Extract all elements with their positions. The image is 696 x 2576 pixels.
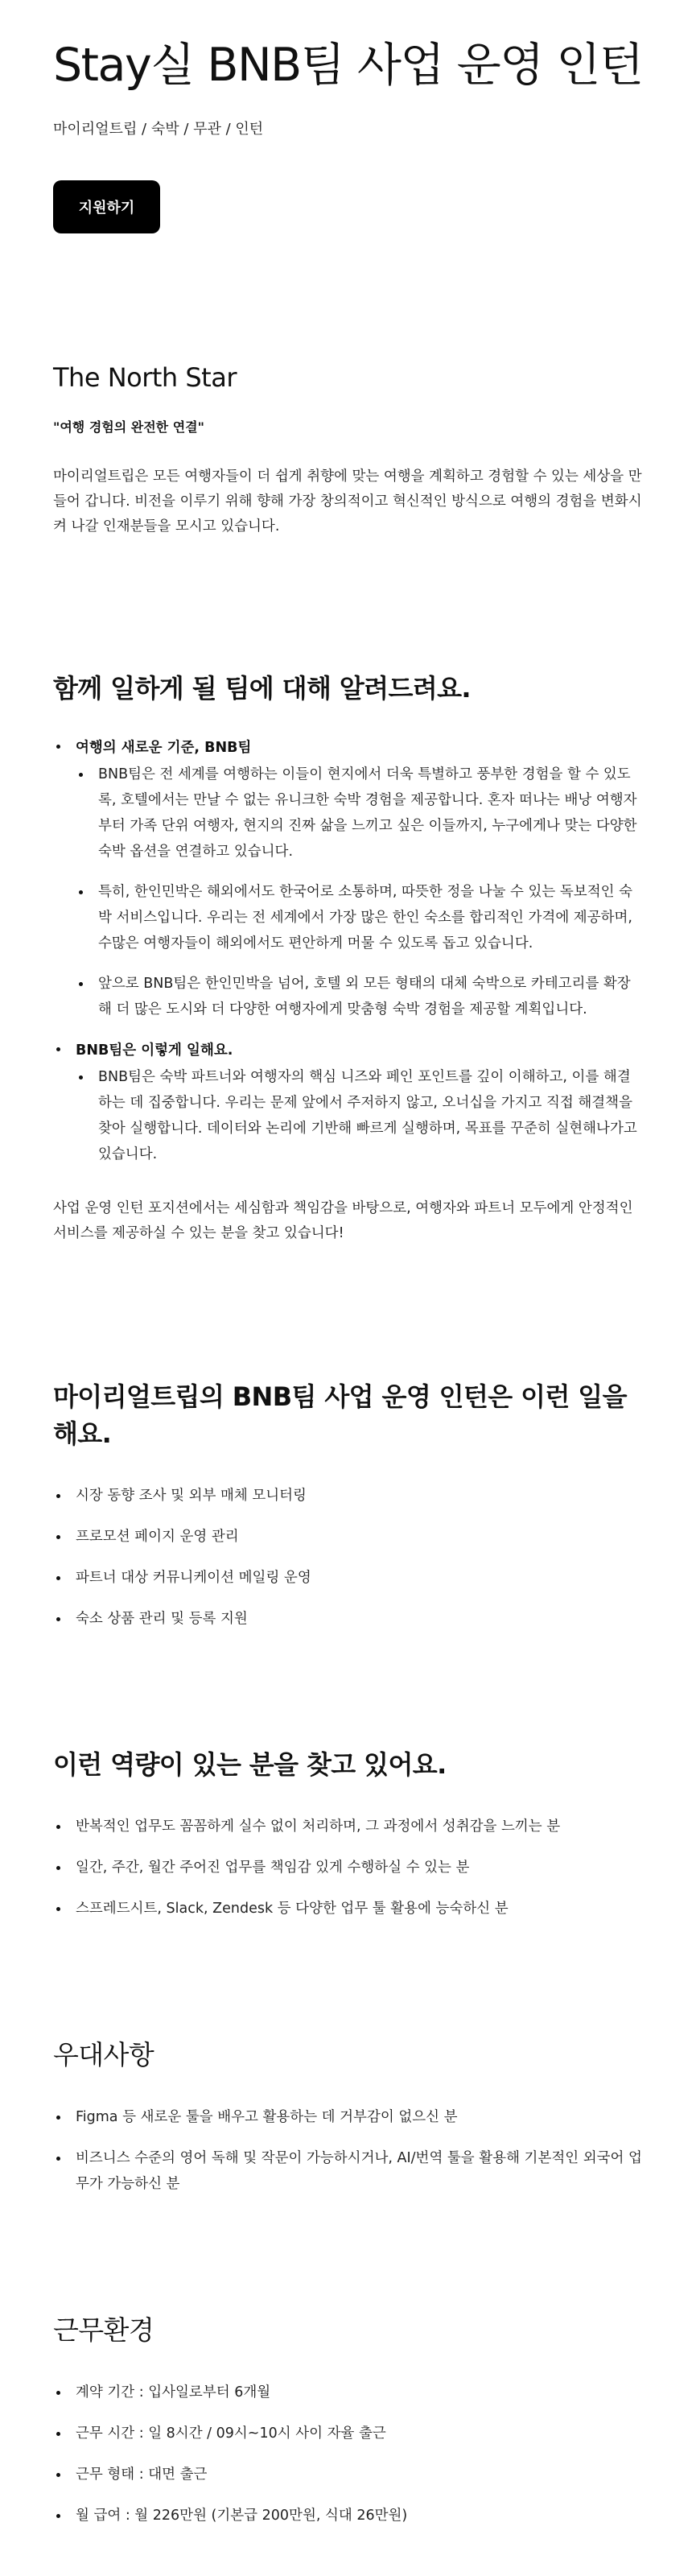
preferred-section-title: 우대사항 bbox=[53, 2039, 154, 2070]
team-group-item: BNB팀은 숙박 파트너와 여행자의 핵심 니즈와 페인 포인트를 깊이 이해하고, 이를 해결하는 데 집중합니다. 우리는 문제 앞에서 주저하지 않고, 오너십을 가지고 직접 해결책을 찾아 실행합니다. 데이터와 논리에 기반해 빠르게 실행하며, 목표를 꾸준히 실현해나가고 있습니다. bbox=[76, 1064, 643, 1167]
team-group-heading: 여행의 새로운 기준, BNB팀 bbox=[76, 740, 252, 756]
team-group-item: 앞으로 BNB팀은 한인민박을 넘어, 호텔 외 모든 형태의 대체 숙박으로 카테고리를 확장해 더 많은 도시와 더 다양한 여행자에게 맞춤형 숙박 경험을 제공할 계획입니다. bbox=[76, 971, 643, 1022]
list-item: 월 급여 : 월 226만원 (기본급 200만원, 식대 26만원) bbox=[53, 2503, 643, 2529]
list-item: 시장 동향 조사 및 외부 매체 모니터링 bbox=[53, 1483, 643, 1509]
duties-list bbox=[53, 1483, 643, 1632]
environment-list bbox=[53, 2380, 643, 2529]
job-meta-breadcrumb: 마이리얼트립 / 숙박 / 무관 / 인턴 bbox=[53, 121, 264, 138]
list-item: 숙소 상품 관리 및 등록 지원 bbox=[53, 1606, 643, 1632]
north-star-subtitle: "여행 경험의 완전한 연결" bbox=[53, 419, 204, 435]
north-star-paragraph: 마이리얼트립은 모든 여행자들이 더 쉽게 취향에 맞는 여행을 계획하고 경험할 수 있는 세상을 만들어 갑니다. 비전을 이루기 위해 향해 가장 창의적이고 혁신적인 방식으로 여행의 경험을 변화시켜 나갈 인재분들을 모시고 있습니다. bbox=[53, 469, 642, 535]
team-list bbox=[53, 736, 643, 1167]
team-group bbox=[53, 736, 643, 1022]
list-item: 스프레드시트, Slack, Zendesk 등 다양한 업무 툴 활용에 능숙하신 분 bbox=[53, 1896, 643, 1922]
environment-section-title: 근무환경 bbox=[53, 2314, 154, 2346]
duties-section-title: 마이리얼트립의 BNB팀 사업 운영 인턴은 이런 일을 해요. bbox=[53, 1381, 627, 1449]
list-item: 프로모션 페이지 운영 관리 bbox=[53, 1524, 643, 1550]
north-star-title: The North Star bbox=[53, 362, 237, 393]
team-group-items bbox=[76, 1064, 643, 1167]
team-section-title: 함께 일하게 될 팀에 대해 알려드려요. bbox=[53, 673, 471, 704]
qualifications-list bbox=[53, 1814, 643, 1922]
list-item: 계약 기간 : 입사일로부터 6개월 bbox=[53, 2380, 643, 2405]
list-item: 일간, 주간, 월간 주어진 업무를 책임감 있게 수행하실 수 있는 분 bbox=[53, 1855, 643, 1880]
qualifications-section bbox=[53, 1744, 643, 1922]
environment-section bbox=[53, 2310, 643, 2529]
preferred-list bbox=[53, 2104, 643, 2197]
qualifications-section-title: 이런 역량이 있는 분을 찾고 있어요. bbox=[53, 1749, 447, 1780]
list-item: 근무 시간 : 일 8시간 / 09시~10시 사이 자율 출근 bbox=[53, 2421, 643, 2446]
team-section bbox=[53, 668, 643, 1246]
job-title: Stay실 BNB팀 사업 운영 인턴 bbox=[53, 39, 643, 92]
team-group-heading: BNB팀은 이렇게 일해요. bbox=[76, 1042, 233, 1059]
list-item: 근무 형태 : 대면 출근 bbox=[53, 2462, 643, 2487]
team-group-item: BNB팀은 전 세계를 여행하는 이들이 현지에서 더욱 특별하고 풍부한 경험을 할 수 있도록, 호텔에서는 만날 수 없는 유니크한 숙박 경험을 제공합니다. 혼자 떠나는 배낭 여행자부터 가족 단위 여행자, 현지의 진짜 삶을 느끼고 싶은 이들까지, 누구에게나 맞는 다양한 숙박 옵션을 연결하고 있습니다. bbox=[76, 762, 643, 865]
team-closing-paragraph: 사업 운영 인턴 포지션에서는 세심함과 책임감을 바탕으로, 여행자와 파트너 모두에게 안정적인 서비스를 제공하실 수 있는 분을 찾고 있습니다! bbox=[53, 1200, 633, 1241]
list-item: Figma 등 새로운 툴을 배우고 활용하는 데 거부감이 없으신 분 bbox=[53, 2104, 643, 2130]
team-group-item: 특히, 한인민박은 해외에서도 한국어로 소통하며, 따뜻한 정을 나눌 수 있는 독보적인 숙박 서비스입니다. 우리는 전 세계에서 가장 많은 한인 숙소를 합리적인 가격에 제공하며, 수많은 여행자들이 해외에서도 편안하게 머물 수 있도록 돕고 있습니다. bbox=[76, 879, 643, 956]
list-item: 비즈니스 수준의 영어 독해 및 작문이 가능하시거나, AI/번역 툴을 활용해 기본적인 외국어 업무가 가능하신 분 bbox=[53, 2145, 643, 2197]
duties-section bbox=[53, 1377, 643, 1632]
list-item: 파트너 대상 커뮤니케이션 메일링 운영 bbox=[53, 1565, 643, 1591]
team-group bbox=[53, 1038, 643, 1167]
north-star-section bbox=[53, 362, 643, 539]
apply-button[interactable]: 지원하기 bbox=[53, 180, 160, 233]
list-item: 반복적인 업무도 꼼꼼하게 실수 없이 처리하며, 그 과정에서 성취감을 느끼는 분 bbox=[53, 1814, 643, 1839]
team-group-items bbox=[76, 762, 643, 1022]
preferred-section bbox=[53, 2034, 643, 2197]
